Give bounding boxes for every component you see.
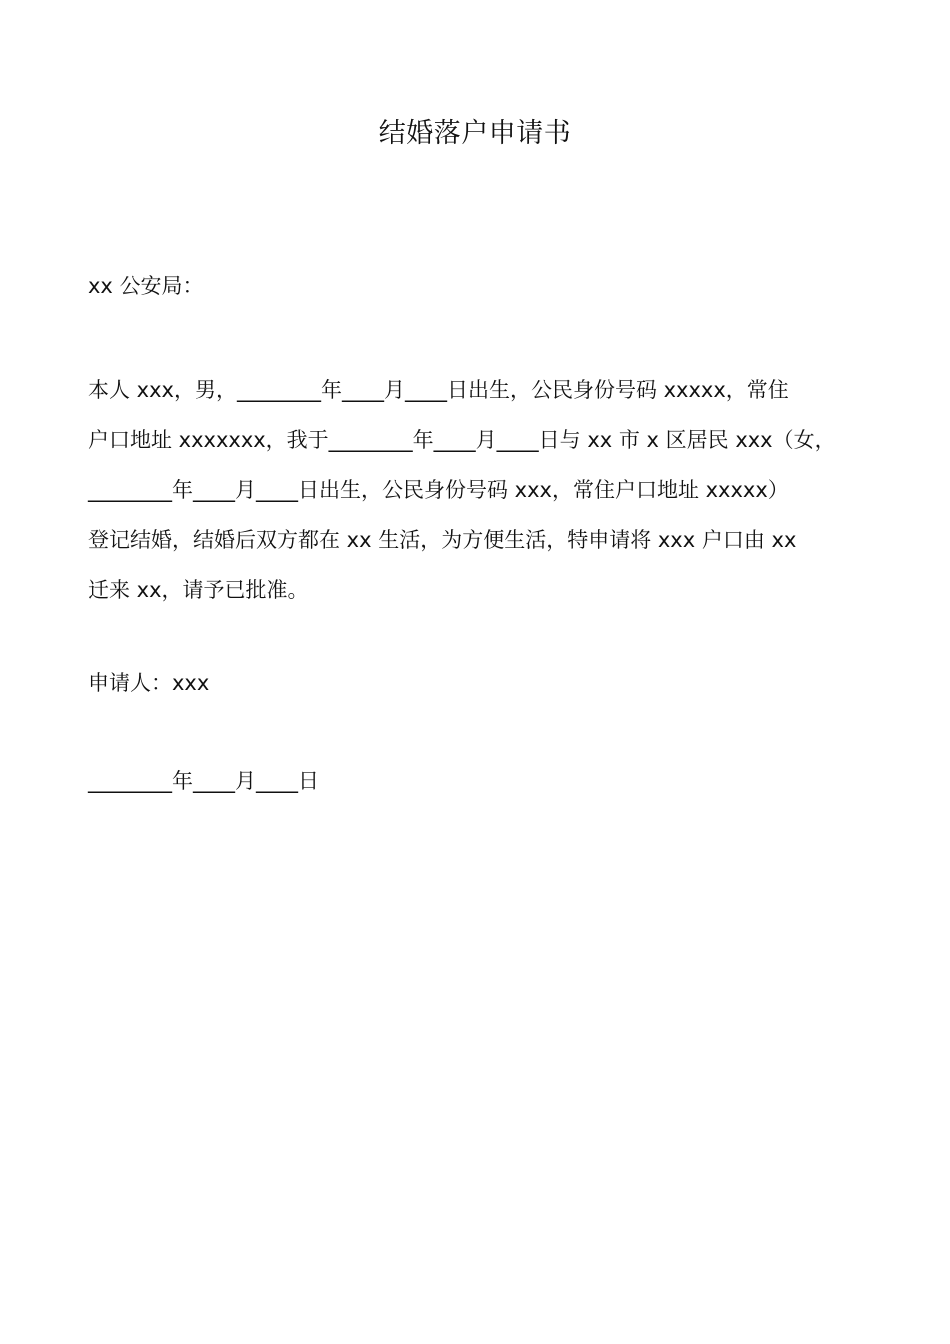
date-line: ________年____月____日 [88, 769, 319, 793]
application-body [88, 365, 878, 615]
salutation: xx 公安局： [88, 274, 204, 298]
body-line-1: 本人 xxx，男，________年____月____日出生，公民身份号码 xxxxx，常住 [88, 378, 789, 402]
document-title: 结婚落户申请书 [378, 118, 572, 149]
body-line-2: 户口地址 xxxxxxx，我于________年____月____日与 xx 市 x 区居民 xxx（女， [88, 428, 836, 452]
applicant-signature: 申请人：xxx [88, 671, 210, 695]
body-line-4: 登记结婚，结婚后双方都在 xx 生活，为方便生活，特申请将 xxx 户口由 xx [88, 528, 797, 552]
body-line-3: ________年____月____日出生，公民身份号码 xxx，常住户口地址 xxxxx） [88, 478, 789, 502]
body-line-5: 迁来 xx，请予已批准。 [88, 578, 309, 602]
